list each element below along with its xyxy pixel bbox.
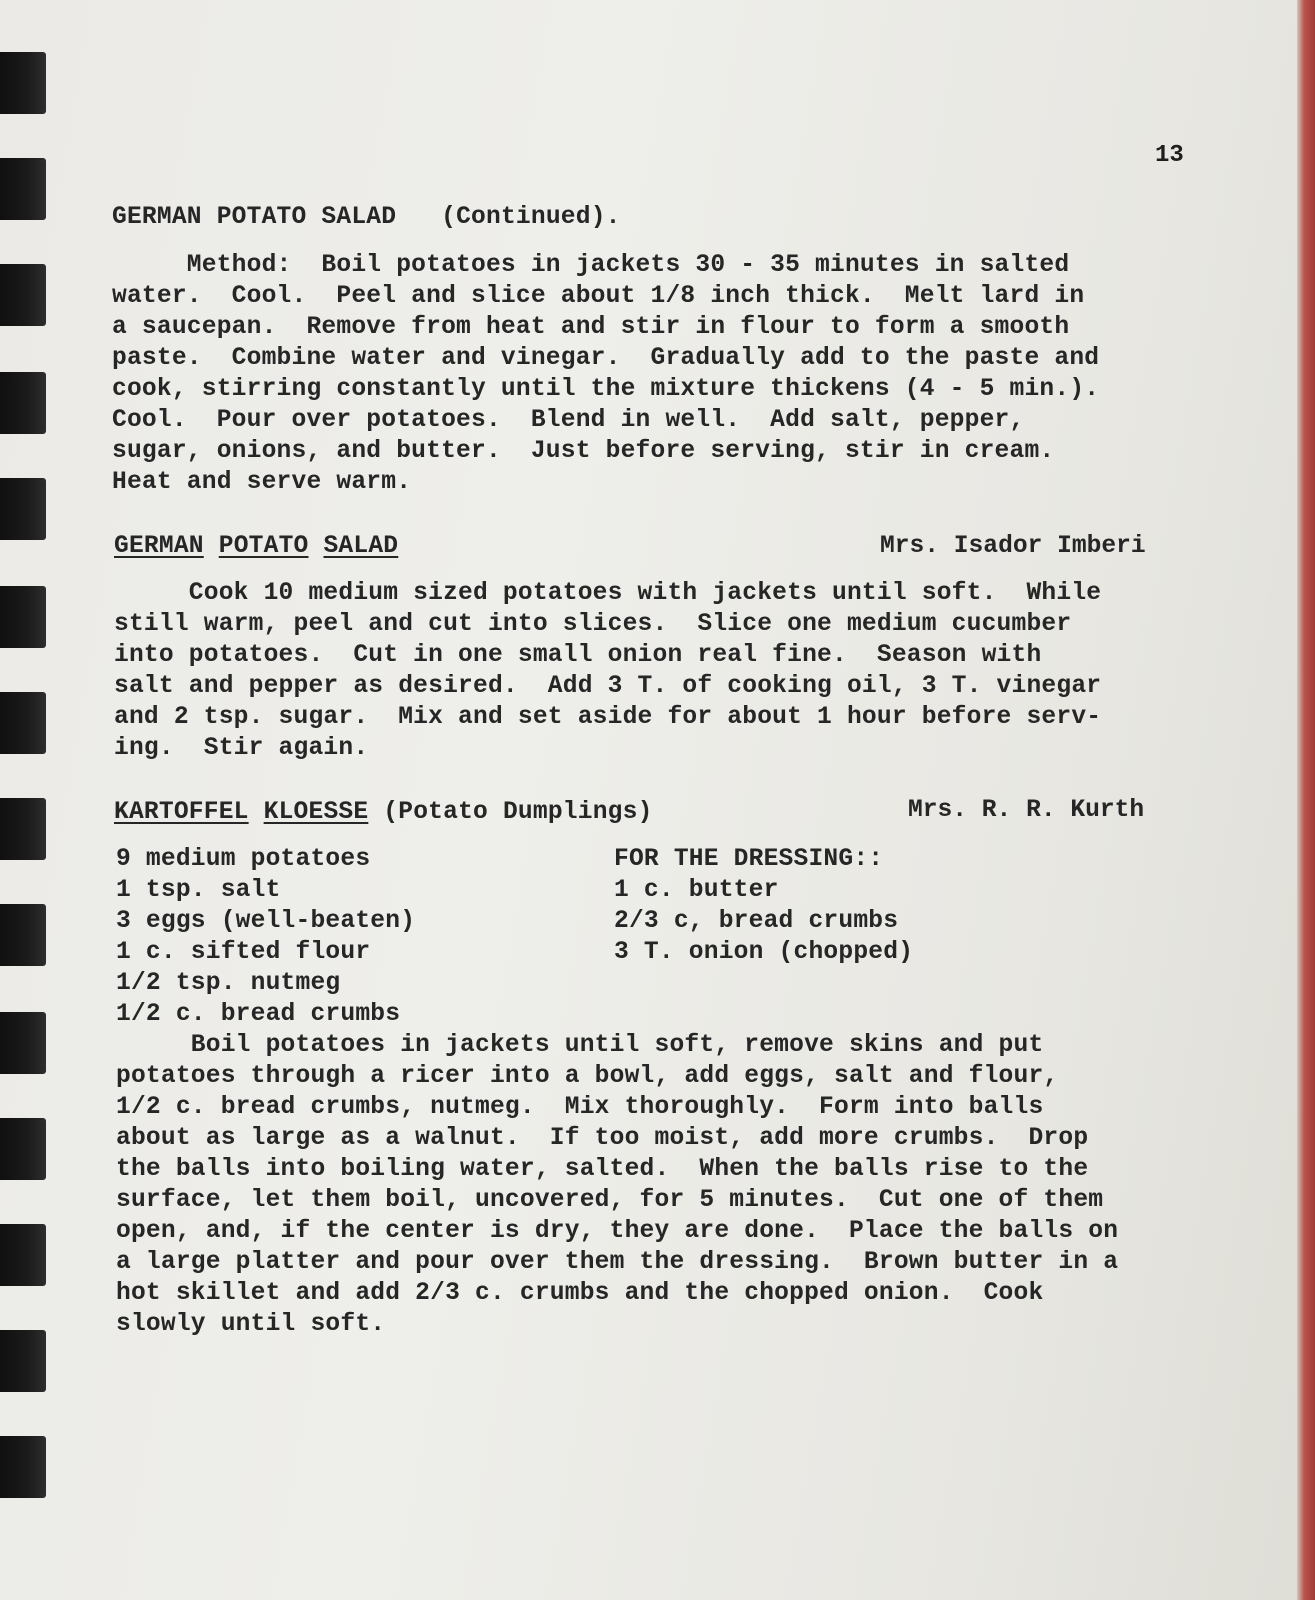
text-line: the balls into boiling water, salted. When the balls rise to the [116,1156,1089,1183]
binding-hole [0,1118,46,1180]
ingredient: 1/2 c. bread crumbs [116,1001,401,1028]
binding-hole [0,586,46,648]
ingredient: 1 tsp. salt [116,877,281,904]
text-line: Cook 10 medium sized potatoes with jackets until soft. While [114,580,1102,607]
text-line: and 2 tsp. sugar. Mix and set aside for about 1 hour before serv- [114,704,1102,731]
binding-hole [0,372,46,434]
ingredient: 3 T. onion (chopped) [614,939,914,966]
ingredient: 1 c. sifted flour [116,939,371,966]
ingredient: 2/3 c, bread crumbs [614,908,899,935]
text-line: paste. Combine water and vinegar. Gradually add to the paste and [112,345,1100,372]
text-line: 1/2 c. bread crumbs, nutmeg. Mix thoroughly. Form into balls [116,1094,1044,1121]
binding-hole [0,478,46,540]
text-line: about as large as a walnut. If too moist, add more crumbs. Drop [116,1125,1089,1152]
binding-hole [0,264,46,326]
binding-hole [0,904,46,966]
ingredients-list [116,844,415,1030]
text-line: ing. Stir again. [114,735,369,762]
text-line: cook, stirring constantly until the mixture thickens (4 - 5 min.). [112,376,1100,403]
text-line: potatoes through a ricer into a bowl, add eggs, salt and flour, [116,1063,1059,1090]
text-line: into potatoes. Cut in one small onion real fine. Season with [114,642,1042,669]
text-line: hot skillet and add 2/3 c. crumbs and the chopped onion. Cook [116,1280,1044,1307]
recipe-method-paragraph [112,250,1099,498]
ingredient: 9 medium potatoes [116,846,371,873]
text-line: still warm, peel and cut into slices. Slice one medium cucumber [114,611,1072,638]
recipe-author: Mrs. R. R. Kurth [908,797,1145,824]
text-line: a saucepan. Remove from heat and stir in flour to form a smooth [112,314,1070,341]
binding-hole [0,1436,46,1498]
binding-hole [0,692,46,754]
text-line: Heat and serve warm. [112,469,412,496]
ingredient: 3 eggs (well-beaten) [116,908,416,935]
page-edge [1297,0,1315,1600]
dressing-heading: FOR THE DRESSING:: [614,846,884,873]
text-line: slowly until soft. [116,1311,386,1338]
dressing-list [614,844,913,968]
recipe-title: GERMAN POTATO SALAD (Continued). [112,204,621,231]
text-line: open, and, if the center is dry, they are done. Place the balls on [116,1218,1119,1245]
text-line: Cool. Pour over potatoes. Blend in well. Add salt, pepper, [112,407,1025,434]
text-line: a large platter and pour over them the dressing. Brown butter in a [116,1249,1119,1276]
text-line: Method: Boil potatoes in jackets 30 - 35 minutes in salted [112,252,1070,279]
text-line: sugar, onions, and butter. Just before serving, stir in cream. [112,438,1055,465]
binding-hole [0,158,46,220]
text-line: Boil potatoes in jackets until soft, remove skins and put [116,1032,1044,1059]
recipe-author: Mrs. Isador Imberi [880,533,1146,560]
text-line: salt and pepper as desired. Add 3 T. of cooking oil, 3 T. vinegar [114,673,1102,700]
page-number: 13 [1155,142,1184,169]
binding-hole [0,1224,46,1286]
binding-hole [0,52,46,114]
text-line: water. Cool. Peel and slice about 1/8 inch thick. Melt lard in [112,283,1085,310]
binding-hole [0,798,46,860]
recipe-paragraph [116,1030,1118,1340]
binding-hole [0,1012,46,1074]
recipe-paragraph [114,578,1101,764]
ingredient: 1/2 tsp. nutmeg [116,970,341,997]
ingredient: 1 c. butter [614,877,779,904]
recipe-title: GERMAN POTATO SALAD [114,533,399,560]
binding-hole [0,1330,46,1392]
recipe-title: KARTOFFEL KLOESSE (Potato Dumplings) [114,799,653,826]
text-line: surface, let them boil, uncovered, for 5 minutes. Cut one of them [116,1187,1104,1214]
